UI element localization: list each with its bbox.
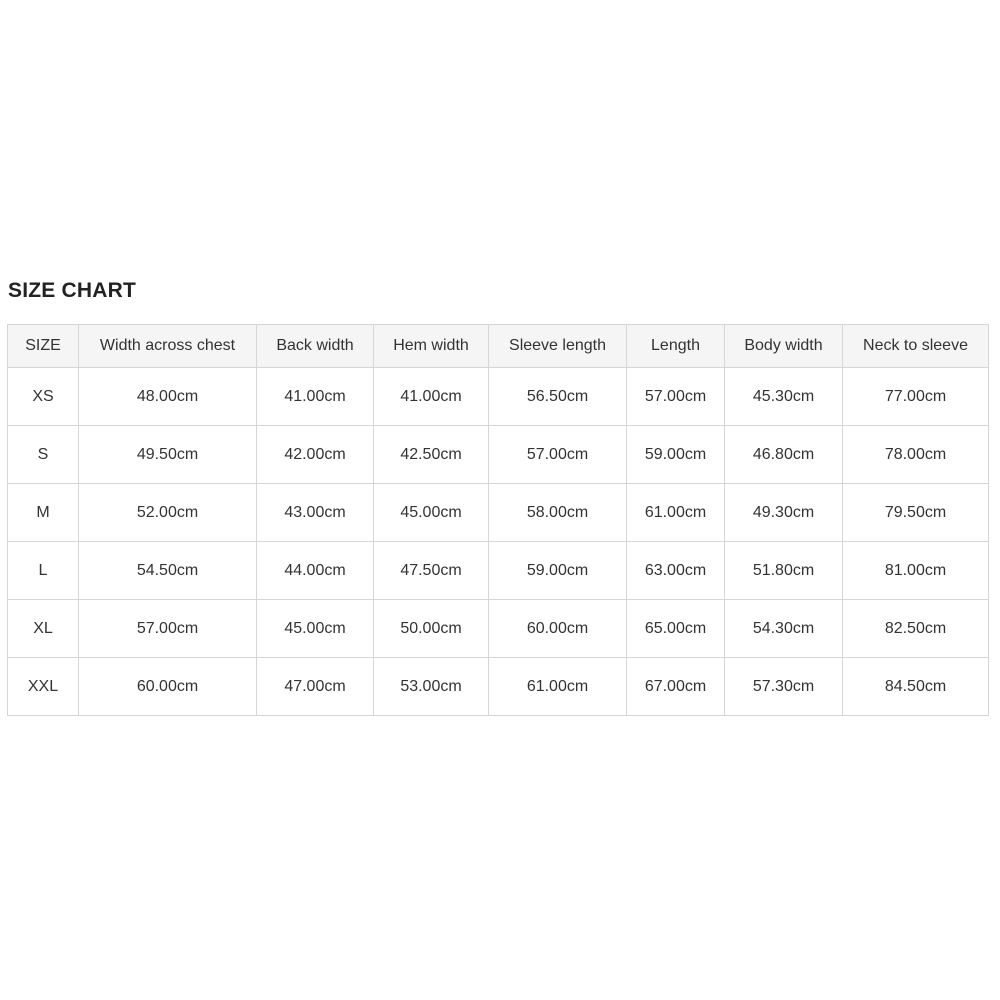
table-cell: 59.00cm <box>627 426 725 484</box>
size-cell: XL <box>8 600 79 658</box>
table-cell: 57.00cm <box>627 368 725 426</box>
table-cell: 65.00cm <box>627 600 725 658</box>
header-body-width: Body width <box>725 325 843 368</box>
table-cell: 45.00cm <box>257 600 374 658</box>
table-cell: 47.50cm <box>374 542 489 600</box>
table-cell: 60.00cm <box>79 658 257 716</box>
table-cell: 59.00cm <box>489 542 627 600</box>
table-cell: 57.00cm <box>79 600 257 658</box>
table-cell: 45.30cm <box>725 368 843 426</box>
table-cell: 47.00cm <box>257 658 374 716</box>
size-cell: S <box>8 426 79 484</box>
table-cell: 42.50cm <box>374 426 489 484</box>
table-cell: 54.50cm <box>79 542 257 600</box>
table-cell: 58.00cm <box>489 484 627 542</box>
size-cell: XS <box>8 368 79 426</box>
table-cell: 53.00cm <box>374 658 489 716</box>
table-row <box>8 484 989 542</box>
table-cell: 48.00cm <box>79 368 257 426</box>
table-cell: 41.00cm <box>257 368 374 426</box>
size-chart-table <box>7 324 989 716</box>
header-width-across-chest: Width across chest <box>79 325 257 368</box>
table-cell: 60.00cm <box>489 600 627 658</box>
table-cell: 49.50cm <box>79 426 257 484</box>
table-cell: 57.00cm <box>489 426 627 484</box>
table-cell: 79.50cm <box>843 484 989 542</box>
table-cell: 82.50cm <box>843 600 989 658</box>
table-cell: 49.30cm <box>725 484 843 542</box>
table-cell: 57.30cm <box>725 658 843 716</box>
table-cell: 50.00cm <box>374 600 489 658</box>
size-cell: XXL <box>8 658 79 716</box>
table-cell: 77.00cm <box>843 368 989 426</box>
table-row <box>8 368 989 426</box>
table-row <box>8 658 989 716</box>
table-cell: 61.00cm <box>627 484 725 542</box>
size-cell: L <box>8 542 79 600</box>
table-cell: 56.50cm <box>489 368 627 426</box>
table-cell: 78.00cm <box>843 426 989 484</box>
header-neck-to-sleeve: Neck to sleeve <box>843 325 989 368</box>
header-sleeve-length: Sleeve length <box>489 325 627 368</box>
table-cell: 84.50cm <box>843 658 989 716</box>
table-cell: 61.00cm <box>489 658 627 716</box>
table-header <box>8 325 989 368</box>
table-cell: 41.00cm <box>374 368 489 426</box>
table-cell: 81.00cm <box>843 542 989 600</box>
table-row <box>8 542 989 600</box>
table-body <box>8 368 989 716</box>
header-back-width: Back width <box>257 325 374 368</box>
table-cell: 46.80cm <box>725 426 843 484</box>
table-cell: 45.00cm <box>374 484 489 542</box>
table-cell: 44.00cm <box>257 542 374 600</box>
header-row <box>8 325 989 368</box>
header-hem-width: Hem width <box>374 325 489 368</box>
header-length: Length <box>627 325 725 368</box>
table-row <box>8 600 989 658</box>
table-cell: 63.00cm <box>627 542 725 600</box>
header-size: SIZE <box>8 325 79 368</box>
table-cell: 67.00cm <box>627 658 725 716</box>
table-cell: 43.00cm <box>257 484 374 542</box>
table-cell: 42.00cm <box>257 426 374 484</box>
table-cell: 54.30cm <box>725 600 843 658</box>
table-cell: 51.80cm <box>725 542 843 600</box>
table-cell: 52.00cm <box>79 484 257 542</box>
table-row <box>8 426 989 484</box>
page-title: SIZE CHART <box>8 279 136 302</box>
size-cell: M <box>8 484 79 542</box>
